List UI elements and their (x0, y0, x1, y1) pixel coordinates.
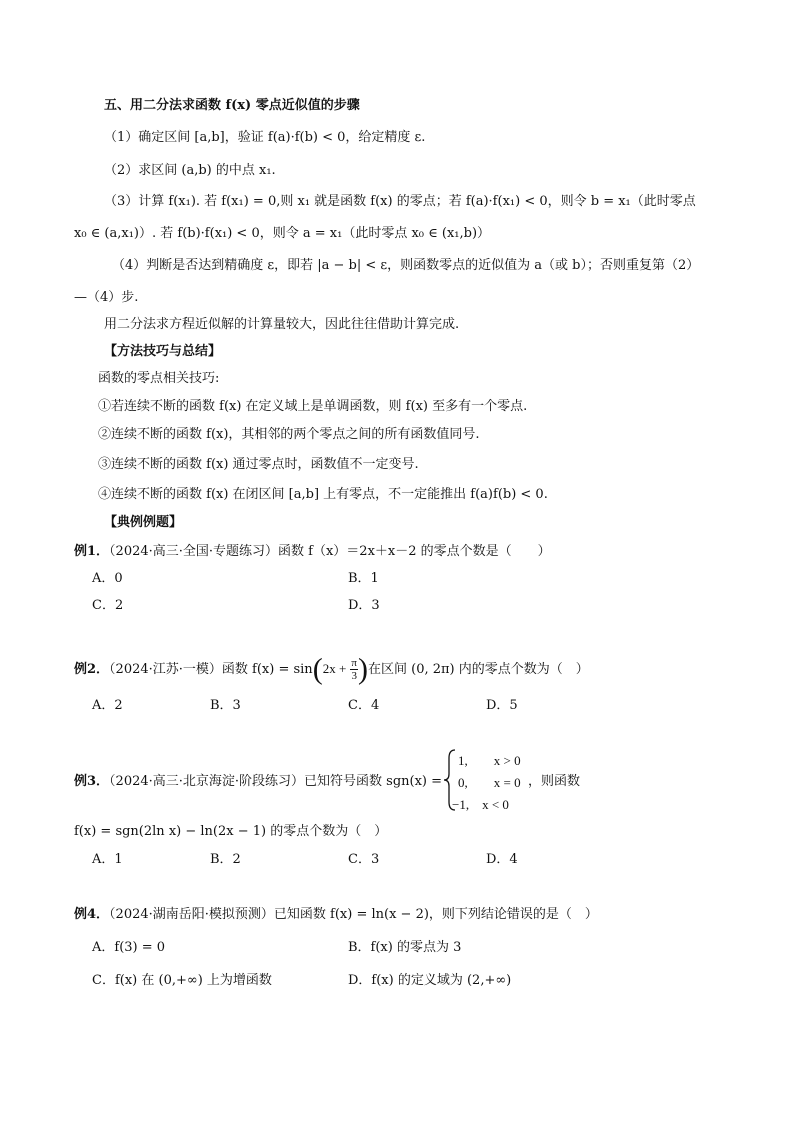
right-paren: ) (357, 652, 368, 686)
example-3-option-a: A．1 (92, 852, 123, 867)
fraction-denominator: 3 (351, 670, 357, 682)
step-4-line-1: （4）判断是否达到精确度 ε，即若 |a − b| < ε，则函数零点的近似值为 a（或 b）；否则重复第（2） (112, 258, 700, 273)
fraction-numerator: π (351, 657, 357, 669)
step-1: （1）确定区间 [a,b]，验证 f(a)·f(b) < 0，给定精度 ε. (104, 130, 426, 145)
example-2-option-a: A．2 (92, 698, 123, 713)
step-3-line-2: x₀ ∈ (a,x₁)）. 若 f(b)·f(x₁) < 0，则令 a = x₁（此时零点 x₀ ∈ (x₁,b)） (74, 226, 491, 241)
example-4-option-d: D．f(x) 的定义域为 (2,+∞) (348, 973, 512, 988)
example-2 (74, 652, 589, 687)
example-4-label: 例4． (74, 907, 110, 922)
example-3-line-1 (74, 773, 442, 791)
example-1-option-c: C．2 (92, 598, 124, 613)
step-4-line-2: —（4）步. (74, 290, 139, 305)
section-note: 用二分法求方程近似解的计算量较大，因此往往借助计算完成. (104, 317, 460, 332)
example-1-label: 例1． (74, 544, 110, 559)
example-1 (74, 543, 551, 561)
example-2-option-b: B．3 (210, 698, 241, 713)
example-3-label: 例3． (74, 774, 110, 789)
example-2-label: 例2． (74, 662, 110, 677)
step-3-line-1: （3）计算 f(x₁). 若 f(x₁) = 0,则 x₁ 就是函数 f(x) 的零点；若 f(a)·f(x₁) < 0，则令 b = x₁（此时零点 (104, 194, 696, 209)
examples-title: 【典例例题】 (104, 515, 183, 530)
example-4-option-c: C．f(x) 在 (0,+∞) 上为增函数 (92, 973, 272, 988)
summary-tip-1: ①若连续不断的函数 f(x) 在定义域上是单调函数，则 f(x) 至多有一个零点. (98, 399, 528, 414)
example-2-inner: 2x + (322, 661, 347, 676)
example-2-post: 在区间 (0, 2π) 内的零点个数为（ ） (367, 662, 589, 677)
summary-intro: 函数的零点相关技巧: (98, 371, 220, 386)
example-2-option-d: D．5 (486, 698, 518, 713)
step-2: （2）求区间 (a,b) 的中点 x₁. (104, 163, 276, 178)
example-4 (74, 906, 598, 924)
example-2-pre: （2024·江苏·一模）函数 f(x) = sin (109, 662, 313, 677)
example-3-pre: （2024·高三·北京海淀·阶段练习）已知符号函数 sgn(x) = (109, 774, 443, 789)
summary-tip-4: ④连续不断的函数 f(x) 在闭区间 [a,b] 上有零点，不一定能推出 f(a)f(b) < 0. (98, 487, 548, 502)
example-1-option-b: B．1 (348, 571, 379, 586)
section-heading: 五、用二分法求函数 f(x) 零点近似值的步骤 (104, 98, 360, 113)
case-row-3: −1, x < 0 (452, 797, 509, 812)
case-row-1: 1, x > 0 (458, 753, 521, 768)
summary-title: 【方法技巧与总结】 (104, 344, 222, 359)
example-3-post: ，则函数 (528, 774, 581, 789)
example-3-option-b: B．2 (210, 852, 241, 867)
example-1-option-d: D．3 (348, 598, 380, 613)
example-4-text: （2024·湖南岳阳·模拟预测）已知函数 f(x) = ln(x − 2)，则下列结论错误的是（ ） (109, 907, 598, 922)
example-3-option-d: D．4 (486, 852, 518, 867)
example-4-option-a: A．f(3) = 0 (92, 940, 166, 955)
summary-tip-3: ③连续不断的函数 f(x) 通过零点时，函数值不一定变号. (98, 457, 419, 472)
example-4-option-b: B．f(x) 的零点为 3 (348, 940, 462, 955)
example-1-option-a: A．0 (92, 571, 123, 586)
example-2-option-c: C．4 (348, 698, 380, 713)
example-3-option-c: C．3 (348, 852, 380, 867)
example-1-text: （2024·高三·全国·专题练习）函数 f（x）＝2x＋x－2 的零点个数是（ ） (109, 544, 551, 559)
example-3-line-2: f(x) = sgn(2ln x) − ln(2x − 1) 的零点个数为（ ） (74, 824, 388, 839)
pi-over-3-fraction (350, 657, 358, 682)
left-paren: ( (312, 652, 323, 686)
case-row-2: 0, x = 0 (458, 775, 521, 790)
summary-tip-2: ②连续不断的函数 f(x)，其相邻的两个零点之间的所有函数值同号. (98, 427, 480, 442)
